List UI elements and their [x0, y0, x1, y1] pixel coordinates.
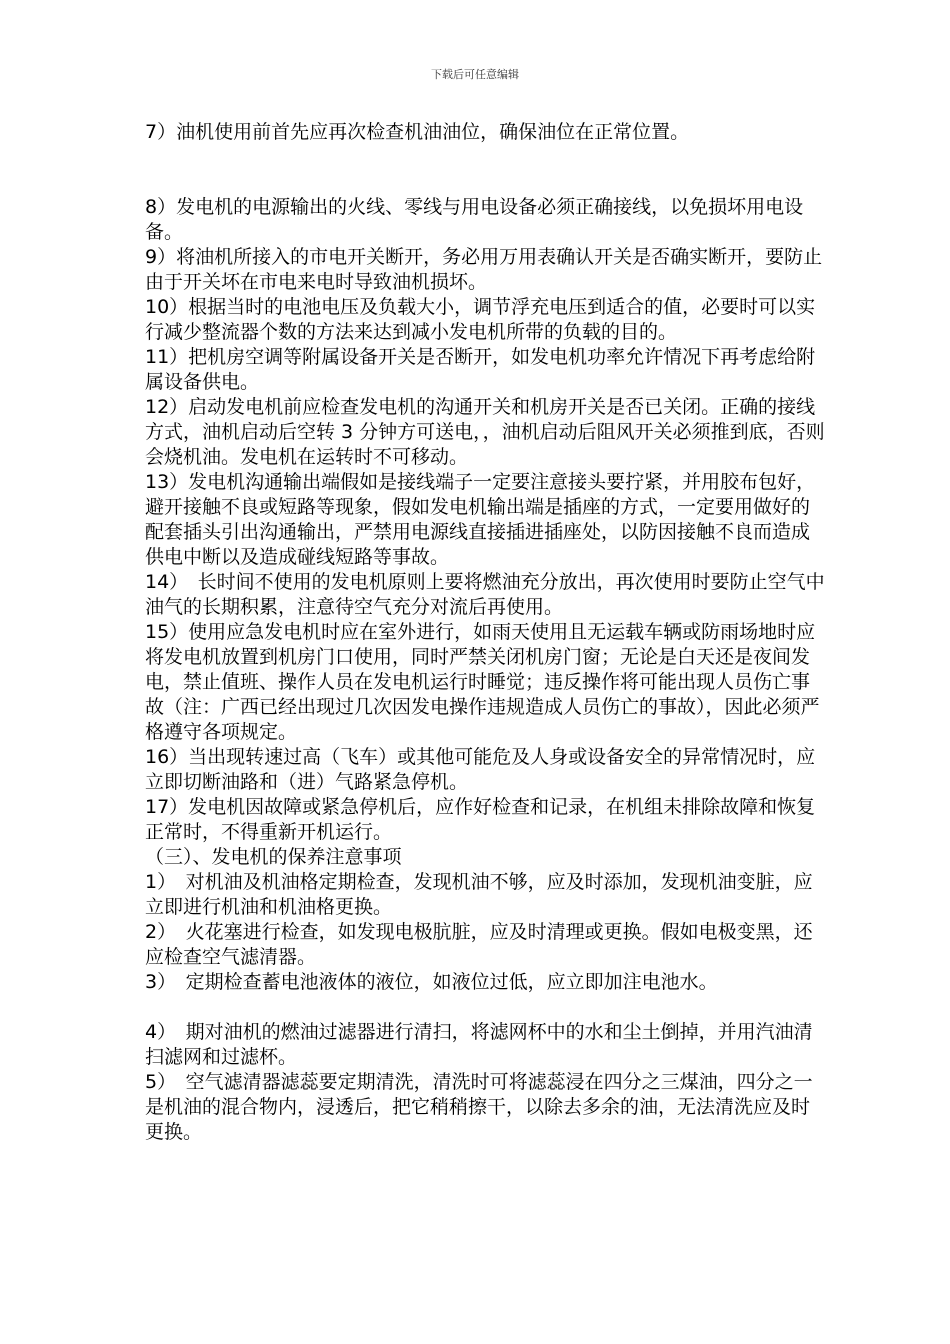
paragraph-17: 17）发电机因故障或紧急停机后，应作好检查和记录，在机组未排除故障和恢复正常时，不得重新开机运行。 [145, 796, 816, 843]
page-header: 下载后可任意编辑 [431, 68, 519, 81]
maintenance-item-2: 2） 火花塞进行检查，如发现电极肮脏，应及时清理或更换。假如电极变黑，还应检查空气滤清器。 [145, 921, 813, 968]
paragraph-15: 15）使用应急发电机时应在室外进行，如雨天使用且无运载车辆或防雨场地时应将发电机放置到机房门口使用，同时严禁关闭机房门窗；无论是白天还是夜间发电，禁止值班、操作人员在发电机运行时睡觉；违反操作将可能出现人员伤亡事故（注：广西已经出现过几次因发电操作违规造成人员伤亡的事故），因此必须严格遵守各项规定。 [145, 621, 820, 743]
paragraph-12: 12）启动发电机前应检查发电机的沟通开关和机房开关是否已关闭。正确的接线方式，油机启动后空转 3 分钟方可送电，，油机启动后阻风开关必须推到底，否则会烧机油。发电机在运转时不可移动。 [145, 396, 825, 468]
maintenance-item-1: 1） 对机油及机油格定期检查，发现机油不够，应及时添加，发现机油变脏，应立即进行机油和机油格更换。 [145, 871, 813, 918]
paragraph-8: 8）发电机的电源输出的火线、零线与用电设备必须正确接线，以免损坏用电设备。 [145, 196, 804, 243]
paragraph-9: 9）将油机所接入的市电开关断开，务必用万用表确认开关是否确实断开，要防止由于开关坏在市电来电时导致油机损坏。 [145, 246, 823, 293]
maintenance-item-4: 4） 期对油机的燃油过滤器进行清扫，将滤网杯中的水和尘土倒掉，并用汽油清扫滤网和过滤杯。 [145, 1021, 813, 1068]
paragraph-13: 13）发电机沟通输出端假如是接线端子一定要注意接头要拧紧，并用胶布包好，避开接触不良或短路等现象，假如发电机输出端是插座的方式，一定要用做好的配套插头引出沟通输出，严禁用电源线直接插进插座处，以防因接触不良而造成供电中断以及造成碰线短路等事故。 [145, 471, 816, 568]
paragraph-16: 16）当出现转速过高（飞车）或其他可能危及人身或设备安全的异常情况时，应立即切断油路和（进）气路紧急停机。 [145, 746, 816, 793]
maintenance-item-3: 3） 定期检查蓄电池液体的液位，如液位过低，应立即加注电池水。 [145, 971, 718, 993]
maintenance-item-5: 5） 空气滤清器滤蕊要定期清洗，清洗时可将滤蕊浸在四分之三煤油，四分之一是机油的混合物内，浸透后，把它稍稍擦干，以除去多余的油，无法清洗应及时更换。 [145, 1071, 813, 1143]
paragraph-14: 14） 长时间不使用的发电机原则上要将燃油充分放出，再次使用时要防止空气中油气的长期积累，注意待空气充分对流后再使用。 [145, 571, 825, 618]
spacer [145, 145, 825, 195]
section-heading-3: （三）、发电机的保养注意事项 [145, 846, 402, 868]
spacer [145, 995, 825, 1020]
document-body [145, 120, 825, 1145]
paragraph-7: 7）油机使用前首先应再次检查机油油位，确保油位在正常位置。 [145, 121, 690, 143]
paragraph-10: 10）根据当时的电池电压及负载大小，调节浮充电压到适合的值，必要时可以实行减少整流器个数的方法来达到减小发电机所带的负载的目的。 [145, 296, 816, 343]
paragraph-11: 11）把机房空调等附属设备开关是否断开，如发电机功率允许情况下再考虑给附属设备供电。 [145, 346, 816, 393]
